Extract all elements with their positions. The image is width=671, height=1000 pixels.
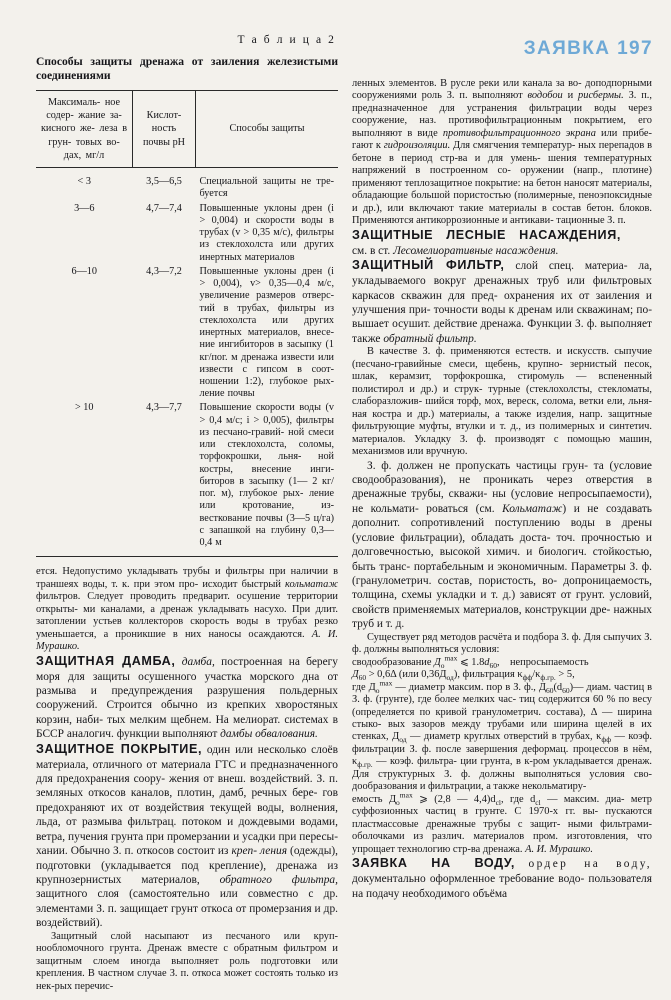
formula-line-1 [352, 653, 652, 670]
subscript: фф [601, 735, 612, 745]
text-run: — диаметр максим. пор в З. ф., Д [392, 681, 546, 693]
paragraph-calculation-methods: Существует ряд методов расчёта и подбора З. ф. Для сыпучих З. ф. должны выполняться условия: [352, 631, 653, 656]
text-run: (одежды), подготовки (укладывается под крепление), дренажа из крупнозернистых материалов, [36, 845, 338, 886]
text-run: З. ф. должен не пропускать частицы грун- та (условие сводообразования), не проникать через отверстия в дренажные трубы, скважи- ны (условие непросыпаемости), не кольмати- роваться (см. [352, 459, 652, 515]
text-run: ), фильтрация κ [453, 669, 523, 681]
text-run: З. п., предназначенное для устранения фильтрации воды через сооружение, наз. противофильтрационным покрытием, его выполняют в виде [352, 90, 652, 139]
paragraph-filter-materials: В качестве З. ф. применяются естеств. и искусств. сыпучие (песчано-гравийные смеси, щебень, крупно- зернистый песок, шлак, керамзит, торфокрошка, стиромуль — вспененный полистирол и др.) и струк- турные (стеклохолсты, стекломаты, слаборазложив- шийся торф, мох, вереск, солома, ветки ели, льня- ная костра и др.) материалы, а также изделия, напр. защитные фильтрующие муфты, втулки и т. д., из полимерных и синтетич. материалов. Укладку З. ф. производят с помощью машин, механизмов или вручную. [352, 346, 652, 458]
text-run: — коэф. фильтра- ции грунта, в к-ром укладывается дренаж. Для структурных З. ф. должны выполняться условия сво- дообразования и фильтрации, а также некольматиру- [352, 756, 652, 793]
entry-zashchitnoe-pokrytie [36, 742, 338, 931]
text-run-italic: противофильтрационного экрана [442, 127, 596, 139]
symbol-D: Д [352, 669, 359, 681]
text-run-italic: рисбермы. [578, 90, 624, 102]
subscript: о [396, 797, 400, 807]
text-run: защитного слоя (самостоятельно или совместно с др. элементами З. п. защищает грунт откоса от промерзания и др. воздействий). [36, 888, 338, 930]
cell-ph: 3,5—6,5 [146, 176, 182, 188]
paragraph-filter-requirements [352, 459, 652, 632]
entry-headword: ЗАЩИТНЫЕ ЛЕСНЫЕ НАСАЖДЕНИЯ, [352, 227, 621, 242]
paragraph-continued-coating [352, 78, 652, 228]
formula-line-2 [352, 669, 652, 681]
text-run: слой спец. материа- ла, укладываемого вокруг дренажных труб или фильтровых каркасов скважин для пред- охранения их от заиления и улучшения при- точности воды к дренам или скважинам; по- вышает осушит. действие дренажа. Функции З. ф. выполняет также [352, 260, 652, 345]
column-header-iron-content: Максималь- ное содер- жание за- кисного же- леза в грун- товых во- дах, мг/л [36, 91, 133, 168]
superscript: max [379, 678, 393, 688]
table-number-label: Т а б л и ц а 2 [237, 34, 336, 46]
subscript: 60 [489, 660, 497, 670]
text-run: один или несколько слоёв материала, отличного от материала ГТС и предназначенного для предохранения соору- жения от внеш. воздействий. З. п. земляных откосов каналов, плотин, дамб, речных бере- гов предохраняют их от воздействия текущей воды, волнения, льда, от размыва фильтрац. потоком и дождевыми водами, ветра, пучения грунта при промерзании и усадки при пересы- хании. Обычно З. п. откосов состоит из [36, 743, 338, 858]
table-header-row [36, 91, 338, 168]
text-run: > 5, [555, 669, 575, 681]
subscript: 60 [545, 685, 554, 695]
text-run: построенная на берегу моря для защиты осушенного участка морского дна от размыва и предупреждения разрушения польдерных сооружений. Строится обычно из крепких хворостяных корзин, наби- тых мелким щебнем. На мелиорат. системах в БССР аналогич. функции выполняют [36, 655, 338, 741]
subscript: о [440, 660, 445, 670]
text-run: непросыпаемость [509, 656, 589, 668]
subscript: сl [535, 797, 541, 807]
subscript: од [446, 673, 454, 683]
text-run: ⩾ (2,8 — 4,4)d [412, 793, 496, 805]
text-run-italic: водобои [527, 90, 563, 102]
protection-methods-table [36, 90, 338, 550]
entry-synonym: ордер на воду, [528, 858, 652, 871]
text-run: емость Д [352, 793, 397, 805]
text-run-italic: дамба, [181, 655, 215, 668]
cell-iron-content: 3—6 [74, 202, 95, 214]
paragraph-structural-filters [352, 790, 652, 856]
table-row [36, 401, 338, 550]
text-run-italic: кольматаж [285, 578, 338, 590]
cell-method: Повышение скорости воды (v > 0,4 м/с; i > 0,005), фильтры из песчано-гравий- ной смеси или стеклохолста, соломы, торфокрошки, льня- ной костры, внесение инги- биторов в засыпку (1— 2 кг/пог. м), глубокое рых- ление или кротование, из- весткование почвы (3—5 ц/га) с запашкой на глубину 0,3— 0,4 м [199, 402, 334, 549]
text-run: или прибе- гают к [352, 127, 653, 152]
paragraph-protective-layer: Защитный слой насыпают из песчаного или круп- нообломочного грунта. Дренаж вместе с обратным фильтром и защитным слоем иногда выполняет роль подготовки или крепления. В частном случае З. п. откоса может состоять только из нек-рых перечис- [36, 930, 338, 992]
text-run: ленных элементов. В русле реки или канала за во- доподпорными сооружениями роль З. п. выполняют [352, 78, 652, 102]
text-run-italic: креп- ления [231, 845, 287, 858]
entry-zayavka-na-vodu [352, 856, 652, 901]
entry-zashchitnye-lesnye-nasazhdeniya [352, 228, 652, 258]
author-signature: А. И. Мурашко. [525, 843, 593, 855]
text-run: , где d [501, 793, 536, 805]
subscript: ф.гр. [357, 760, 373, 770]
cell-iron-content: > 10 [75, 402, 94, 414]
paragraph-formula-legend [352, 678, 653, 794]
text-run: /κ [532, 669, 541, 681]
table-row [36, 202, 338, 265]
text-run: ется. Недопустимо укладывать трубы и фильтры при наличии в траншеях воды, т. к. при этом про- исходит быстрый [36, 566, 338, 590]
subscript: 60 [358, 673, 367, 683]
entry-headword: ЗАЩИТНЫЙ ФИЛЬТР, [352, 258, 505, 273]
text-run: , [496, 656, 500, 668]
symbol-d: d [484, 656, 490, 668]
symbol-D: Д [434, 656, 441, 668]
table-row [36, 175, 338, 201]
text-run: Для смягчения температур- ных перепадов в бетоне в период стр-ва и для умень- шения температурных напряжений в построенном со- оружении (напр., плотине) применяют теплозащитное покрытие: на бетон наносят материалы, обладающие большой пористостью (полимерные, пенoэпоксидные и др.), или включают такие материалы в состав бетон. блоков. Применяются антикоррозионные и антикави- тационные З. п. [352, 140, 652, 227]
right-column [352, 78, 652, 901]
entry-headword: ЗАЩИТНАЯ ДАМБА, [36, 653, 176, 668]
cell-iron-content: < 3 [77, 176, 91, 188]
table-title: Способы защиты дренажа от заиления железистыми соединениями [36, 55, 338, 83]
text-run-italic: обратный фильтр. [383, 332, 477, 345]
cell-ph: 4,3—7,7 [146, 402, 182, 414]
subscript: од [399, 735, 407, 745]
text-run: см. в ст. [352, 244, 394, 257]
text-run-italic: дамбы обвалования. [220, 728, 318, 741]
subscript: ф.гр. [540, 673, 556, 683]
left-column [36, 34, 338, 993]
entry-headword: ЗАЩИТНОЕ ПОКРЫТИЕ, [36, 741, 203, 756]
entry-zashchitnyy-filtr [352, 258, 652, 346]
column-header-methods: Способы защиты [229, 123, 305, 135]
text-run: (d [553, 681, 563, 693]
superscript: max [399, 790, 413, 800]
text-run: ⩽ 1.8 [457, 656, 485, 668]
text-run-italic: обратного фильтра, [219, 873, 338, 886]
cell-ph: 4,7—7,4 [146, 202, 182, 214]
text-run: — коэф. фильтрации З. ф. после завершения деформац. процессов в нём, κ [352, 731, 653, 768]
text-run: ) и не создавать дополнит. сопротивлений поступлению воды в дрены (условие фильтрации), обладать доста- точ. прочностью и долговечностью, высокой химич. и биологич. стойкостью, быть транс- портабельным и экономичным. Параметры З. ф. (гранулометрич. состав, пористость, во- допроницаемость, толщина, схемы укладки и т. д.) зависят от грунт. условий, свойств применяемых материалов, конструкции дре- нажных труб и т. д. [352, 502, 653, 631]
cell-method: Повышенные уклоны дрен (i > 0,004), v> 0,35—0,4 м/с, увеличение размеров отверс- тий в трубах, фильтры из стеклохолста или других инертных материалов, внесе- ние ингибиторов в засыпку (1 кг/пог. м дренажа извести или извести с гипсом в соот- ношении 1:2), глубокое рых- ление почвы [199, 265, 334, 400]
table-bottom-rule [36, 556, 338, 557]
text-run: )— диам. частиц в З. ф. (грунте), где более мелких час- тиц содержится 60 % по весу (определяется по кривой гранулометрич. состава), Δ — ширина стыко- вых зазоров между трубами или ширина щелей в их стенках, Д [352, 681, 653, 743]
text-run: — диаметр круглых отверстий в трубах, κ [406, 731, 602, 743]
paragraph-continued-drainage [36, 566, 338, 653]
text-run: где Д [352, 681, 376, 693]
text-run: документально оформленное требование водо- пользователя на подачу необходимого объёма [352, 873, 652, 900]
text-run: > 0,6Δ (или 0,36Д [366, 669, 447, 681]
author-signature: А. И. Мурашко. [36, 628, 338, 653]
table-row [36, 265, 338, 402]
cell-iron-content: 6—10 [71, 265, 97, 277]
cell-ph: 4,3—7,2 [146, 265, 182, 277]
text-run: фильтров. Следует проводить предварит. осушение территории открыты- ми каналами, а дренаж укладывать насухо. При длит. затоплении устьев коллекторов скорость воды в трубах резко уменьшается, а проникшие в них наносы осаждаются. [36, 591, 338, 640]
subscript: сl [495, 797, 501, 807]
text-run: — максим. диа- метр суффозионных частиц в грунте. С 1970-х гг. вы- пускаются пластмассовые дренажные трубы с защит- ными фильтрами-оболочками из различ. материалов пром. изготовления, что упрощает технологию стр-ва дренажа. [352, 793, 652, 855]
subscript: фф [522, 673, 533, 683]
text-run: сводообразование [352, 656, 435, 668]
entry-zashchitnaya-damba [36, 654, 338, 742]
subscript: о [375, 685, 380, 695]
subscript: 60 [562, 685, 570, 695]
text-run-italic: гидроизоляции. [383, 140, 451, 152]
running-head: ЗАЯВКА 197 [523, 38, 653, 59]
text-run-italic: Лесомелиоративные насаждения. [393, 244, 559, 257]
column-header-ph: Кислот- ность почвы pH [133, 91, 196, 168]
text-run-italic: Кольматаж [502, 502, 563, 515]
cell-method: Повышенные уклоны дрен (i > 0,004) и скорости воды в трубах (v > 0,35 м/с), фильтры из стеклохолста или других инертных материалов [199, 202, 334, 263]
cell-method: Специальной защиты не тре- буется [199, 176, 334, 200]
text-run: и [562, 90, 579, 102]
entry-headword: ЗАЯВКА НА ВОДУ, [352, 856, 515, 871]
superscript: max [444, 653, 458, 663]
